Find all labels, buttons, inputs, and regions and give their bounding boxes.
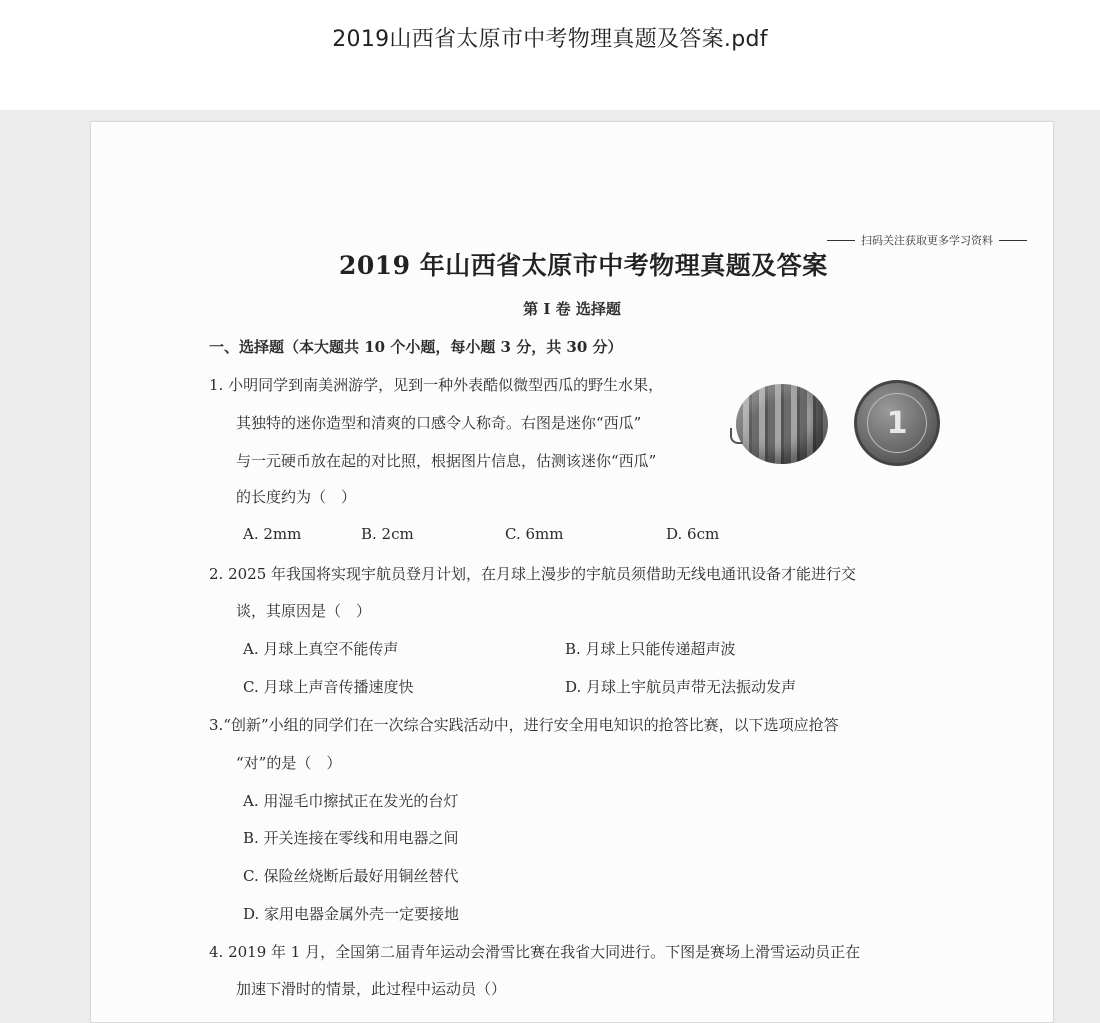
question-3-option-d: D. 家用电器金属外壳一定要接地 [243,905,460,923]
question-2-option-d: D. 月球上宇航员声带无法振动发声 [565,678,797,696]
question-1-option-a: A. 2mm [243,525,302,543]
question-2-option-a: A. 月球上真空不能传声 [243,640,399,658]
question-3-option-a: A. 用湿毛巾擦拭正在发光的台灯 [243,792,459,810]
question-4-line-2: 加速下滑时的情景，此过程中运动员（） [236,980,507,998]
coin-face: 1 [867,393,927,453]
watermark-rule-right [999,240,1027,241]
question-3-line-2: “对”的是（ ） [236,754,342,772]
pdf-page[interactable] [90,121,1054,1023]
question-2-option-b: B. 月球上只能传递超声波 [565,640,736,658]
watermark [827,232,1027,248]
document-title: 2019 年山西省太原市中考物理真题及答案 [339,251,828,280]
watermelon-coin-figure [736,380,946,470]
question-1-option-d: D. 6cm [666,525,720,543]
part-heading: 一、选择题（本大题共 10 个小题，每小题 3 分，共 30 分） [209,338,623,356]
question-1-line-2: 其独特的迷你造型和清爽的口感令人称奇。右图是迷你“西瓜” [236,414,642,432]
watermark-text: 扫码关注获取更多学习资料 [861,234,993,247]
watermark-rule-left [827,240,855,241]
question-2-line-2: 谈，其原因是（ ） [236,602,372,620]
one-yuan-coin-image [854,380,940,466]
question-1-line-1: 1. 小明同学到南美洲游学，见到一种外表酷似微型西瓜的野生水果， [209,376,664,394]
question-1-option-b: B. 2cm [361,525,414,543]
viewer-header [0,0,1100,110]
question-1-line-4: 的长度约为（ ） [236,488,357,506]
question-2-line-1: 2. 2025 年我国将实现宇航员登月计划，在月球上漫步的宇航员须借助无线电通讯设备才能进行交 [209,565,857,583]
question-3-option-b: B. 开关连接在零线和用电器之间 [243,829,459,847]
file-title: 2019山西省太原市中考物理真题及答案.pdf [332,27,768,52]
question-2-option-c: C. 月球上声音传播速度快 [243,678,414,696]
section-title: 第 I 卷 选择题 [523,300,621,318]
question-1-line-3: 与一元硬币放在起的对比照，根据图片信息，估测该迷你“西瓜” [236,452,657,470]
question-3-option-c: C. 保险丝烧断后最好用铜丝替代 [243,867,459,885]
question-3-line-1: 3.“创新”小组的同学们在一次综合实践活动中，进行安全用电知识的抢答比赛，以下选项应抢答 [209,716,839,734]
watermelon-stem [730,428,742,444]
mini-watermelon-image [736,384,828,464]
question-4-line-1: 4. 2019 年 1 月，全国第二届青年运动会滑雪比赛在我省大同进行。下图是赛场上滑雪运动员正在 [209,943,861,961]
question-1-option-c: C. 6mm [505,525,564,543]
